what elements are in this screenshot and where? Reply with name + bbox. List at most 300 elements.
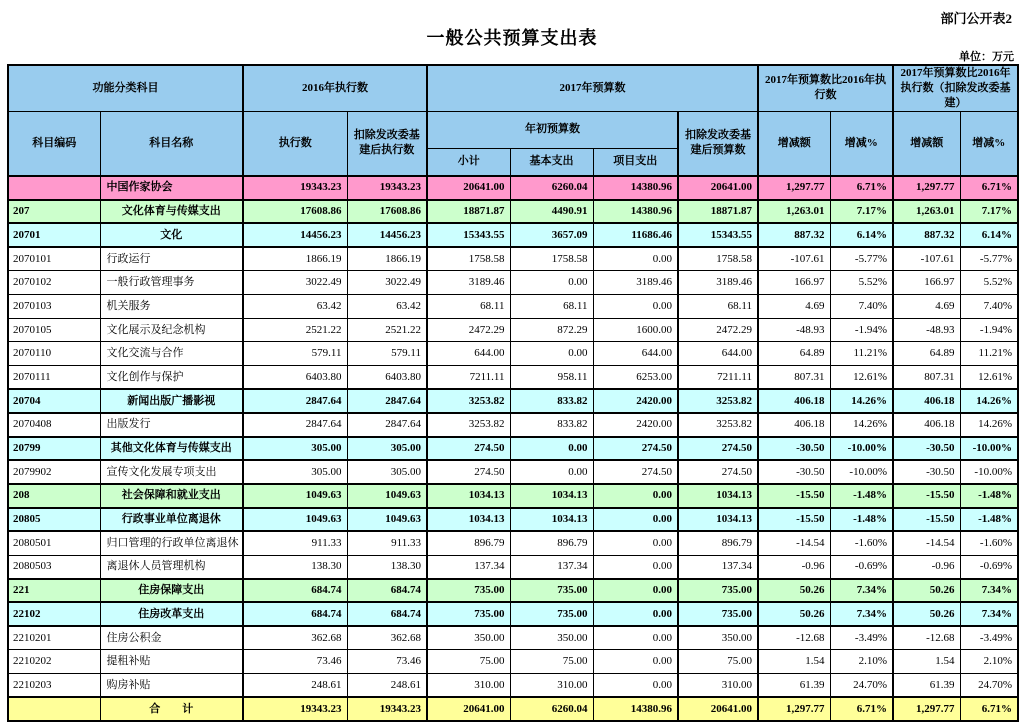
cell-value: 75.00 <box>678 650 758 674</box>
cell-subject-code: 2210201 <box>8 626 100 650</box>
cell-value: 310.00 <box>678 673 758 697</box>
header-col-change-pct: 增减% <box>830 111 893 176</box>
cell-subject-name: 文化创作与保护 <box>100 366 243 390</box>
table-row <box>8 437 1018 461</box>
unit-label: 单位：万元 <box>959 51 1014 63</box>
table-row <box>8 673 1018 697</box>
cell-value: -15.50 <box>758 484 830 508</box>
cell-value: 0.00 <box>510 437 593 461</box>
cell-value: -15.50 <box>893 484 960 508</box>
cell-value: -30.50 <box>758 460 830 484</box>
cell-subject-code: 2080501 <box>8 531 100 555</box>
cell-subject-name: 住房改革支出 <box>100 602 243 626</box>
cell-value: 274.50 <box>427 437 510 461</box>
cell-value: 684.74 <box>243 579 347 603</box>
cell-value: 68.11 <box>678 294 758 318</box>
cell-value: 20641.00 <box>678 176 758 200</box>
cell-value: 6260.04 <box>510 697 593 721</box>
cell-value: 138.30 <box>347 555 427 579</box>
cell-value: 896.79 <box>510 531 593 555</box>
cell-value: 3253.82 <box>427 389 510 413</box>
cell-value: 137.34 <box>510 555 593 579</box>
cell-value: 274.50 <box>427 460 510 484</box>
cell-value: -30.50 <box>893 460 960 484</box>
table-row <box>8 200 1018 224</box>
cell-value: 6260.04 <box>510 176 593 200</box>
cell-value: 911.33 <box>243 531 347 555</box>
cell-value: 7.34% <box>960 602 1018 626</box>
cell-subject-code: 207 <box>8 200 100 224</box>
cell-subject-code: 2210202 <box>8 650 100 674</box>
cell-value: 11686.46 <box>593 223 678 247</box>
cell-value: 0.00 <box>593 602 678 626</box>
cell-value: -1.94% <box>960 318 1018 342</box>
cell-value: 6.14% <box>960 223 1018 247</box>
cell-value: 11.21% <box>960 342 1018 366</box>
cell-value: 6403.80 <box>243 366 347 390</box>
cell-value: 0.00 <box>510 271 593 295</box>
cell-value: 75.00 <box>510 650 593 674</box>
cell-value: 0.00 <box>593 294 678 318</box>
header-col-subtotal: 小计 <box>427 148 510 176</box>
cell-value: 1049.63 <box>347 484 427 508</box>
cell-value: 2847.64 <box>243 389 347 413</box>
cell-value: -0.69% <box>830 555 893 579</box>
cell-value: 350.00 <box>427 626 510 650</box>
cell-value: -1.48% <box>960 508 1018 532</box>
cell-value: 3022.49 <box>243 271 347 295</box>
cell-value: 807.31 <box>758 366 830 390</box>
cell-value: 50.26 <box>758 602 830 626</box>
cell-value: -107.61 <box>758 247 830 271</box>
cell-subject-name: 合 计 <box>100 697 243 721</box>
cell-value: 2420.00 <box>593 413 678 437</box>
cell-value: 362.68 <box>347 626 427 650</box>
cell-value: 19343.23 <box>347 176 427 200</box>
cell-value: 1,297.77 <box>758 176 830 200</box>
header-group-2017: 2017年预算数 <box>427 65 758 111</box>
header-group-initial-budget: 年初预算数 <box>427 111 678 148</box>
cell-value: -1.60% <box>960 531 1018 555</box>
cell-value: 735.00 <box>427 602 510 626</box>
cell-value: 735.00 <box>510 602 593 626</box>
cell-value: 7.40% <box>960 294 1018 318</box>
cell-subject-code: 20704 <box>8 389 100 413</box>
header-col-change-amt-ex: 增减额 <box>893 111 960 176</box>
cell-value: 0.00 <box>593 555 678 579</box>
cell-value: 15343.55 <box>678 223 758 247</box>
table-row <box>8 413 1018 437</box>
header-col-code: 科目编码 <box>8 111 100 176</box>
cell-subject-code <box>8 176 100 200</box>
cell-value: 7211.11 <box>427 366 510 390</box>
cell-value: 14.26% <box>830 389 893 413</box>
cell-value: -12.68 <box>758 626 830 650</box>
table-header <box>8 65 1018 176</box>
cell-value: 406.18 <box>758 389 830 413</box>
cell-value: 137.34 <box>427 555 510 579</box>
header-group-row <box>8 65 1018 111</box>
cell-value: 1,263.01 <box>893 200 960 224</box>
cell-value: 684.74 <box>347 602 427 626</box>
cell-value: 1866.19 <box>347 247 427 271</box>
cell-value: 0.00 <box>510 460 593 484</box>
cell-value: 138.30 <box>243 555 347 579</box>
cell-value: 0.00 <box>593 626 678 650</box>
budget-table <box>7 64 1019 722</box>
cell-value: 166.97 <box>758 271 830 295</box>
cell-value: 1034.13 <box>678 508 758 532</box>
table-row <box>8 650 1018 674</box>
cell-value: 63.42 <box>243 294 347 318</box>
cell-value: 20641.00 <box>427 697 510 721</box>
cell-value: 6.71% <box>960 697 1018 721</box>
cell-value: -3.49% <box>830 626 893 650</box>
cell-value: 350.00 <box>678 626 758 650</box>
header-col-exec-ex: 扣除发改委基建后执行数 <box>347 111 427 176</box>
cell-value: 1,297.77 <box>893 697 960 721</box>
cell-value: -0.96 <box>893 555 960 579</box>
cell-value: 0.00 <box>593 531 678 555</box>
cell-value: 73.46 <box>243 650 347 674</box>
cell-subject-code: 2070101 <box>8 247 100 271</box>
cell-value: 896.79 <box>427 531 510 555</box>
cell-value: -1.48% <box>960 484 1018 508</box>
cell-value: 872.29 <box>510 318 593 342</box>
cell-value: 64.89 <box>893 342 960 366</box>
cell-value: 896.79 <box>678 531 758 555</box>
cell-value: 644.00 <box>427 342 510 366</box>
cell-value: 274.50 <box>593 437 678 461</box>
cell-value: 248.61 <box>243 673 347 697</box>
cell-subject-name: 宣传文化发展专项支出 <box>100 460 243 484</box>
cell-value: 579.11 <box>243 342 347 366</box>
cell-value: 14380.96 <box>593 176 678 200</box>
header-sub-row <box>8 111 1018 148</box>
cell-value: 19343.23 <box>243 176 347 200</box>
cell-value: 7.34% <box>830 602 893 626</box>
header-col-exec: 执行数 <box>243 111 347 176</box>
table-row <box>8 602 1018 626</box>
cell-value: 310.00 <box>510 673 593 697</box>
cell-subject-name: 中国作家协会 <box>100 176 243 200</box>
cell-value: 274.50 <box>678 460 758 484</box>
cell-value: 2521.22 <box>347 318 427 342</box>
cell-value: -1.94% <box>830 318 893 342</box>
cell-value: 274.50 <box>678 437 758 461</box>
cell-value: 0.00 <box>593 650 678 674</box>
department-table-label: 部门公开表2 <box>940 11 1012 26</box>
cell-value: 3657.09 <box>510 223 593 247</box>
cell-value: 644.00 <box>678 342 758 366</box>
table-row <box>8 294 1018 318</box>
cell-value: 362.68 <box>243 626 347 650</box>
cell-subject-code: 221 <box>8 579 100 603</box>
cell-value: 24.70% <box>830 673 893 697</box>
cell-value: 1034.13 <box>510 484 593 508</box>
cell-value: 833.82 <box>510 389 593 413</box>
cell-value: 18871.87 <box>427 200 510 224</box>
cell-value: 2.10% <box>830 650 893 674</box>
cell-value: 14.26% <box>960 413 1018 437</box>
cell-value: 2847.64 <box>347 389 427 413</box>
cell-value: -0.69% <box>960 555 1018 579</box>
header-group-compare-ex: 2017年预算数比2016年执行数（扣除发改委基建） <box>893 65 1018 111</box>
cell-subject-name: 文化 <box>100 223 243 247</box>
table-row <box>8 318 1018 342</box>
cell-value: 7.34% <box>960 579 1018 603</box>
cell-value: 911.33 <box>347 531 427 555</box>
cell-value: 1.54 <box>758 650 830 674</box>
cell-subject-name: 住房保障支出 <box>100 579 243 603</box>
cell-value: 1034.13 <box>510 508 593 532</box>
cell-value: 50.26 <box>893 579 960 603</box>
cell-subject-name: 机关服务 <box>100 294 243 318</box>
header-group-compare: 2017年预算数比2016年执行数 <box>758 65 893 111</box>
cell-value: 14.26% <box>830 413 893 437</box>
cell-value: 406.18 <box>758 413 830 437</box>
table-row <box>8 484 1018 508</box>
cell-value: 684.74 <box>347 579 427 603</box>
table-row <box>8 579 1018 603</box>
cell-value: -10.00% <box>830 460 893 484</box>
cell-subject-code: 20701 <box>8 223 100 247</box>
cell-subject-code: 208 <box>8 484 100 508</box>
cell-value: 2.10% <box>960 650 1018 674</box>
cell-value: 6.71% <box>830 176 893 200</box>
cell-value: 64.89 <box>758 342 830 366</box>
cell-subject-code: 20805 <box>8 508 100 532</box>
cell-value: 24.70% <box>960 673 1018 697</box>
cell-value: 12.61% <box>830 366 893 390</box>
cell-value: 61.39 <box>893 673 960 697</box>
table-row <box>8 271 1018 295</box>
cell-value: -48.93 <box>758 318 830 342</box>
cell-value: 735.00 <box>678 602 758 626</box>
cell-value: 1034.13 <box>427 508 510 532</box>
cell-value: 14380.96 <box>593 200 678 224</box>
cell-value: 3189.46 <box>427 271 510 295</box>
cell-subject-name: 行政运行 <box>100 247 243 271</box>
cell-value: 6.71% <box>960 176 1018 200</box>
cell-value: 17608.86 <box>347 200 427 224</box>
cell-value: 644.00 <box>593 342 678 366</box>
cell-value: -15.50 <box>893 508 960 532</box>
cell-subject-code: 2070110 <box>8 342 100 366</box>
cell-value: 1758.58 <box>678 247 758 271</box>
cell-value: 75.00 <box>427 650 510 674</box>
cell-value: 6.71% <box>830 697 893 721</box>
header-col-name: 科目名称 <box>100 111 243 176</box>
cell-value: 305.00 <box>243 460 347 484</box>
cell-value: 2847.64 <box>347 413 427 437</box>
cell-value: 20641.00 <box>427 176 510 200</box>
cell-value: 15343.55 <box>427 223 510 247</box>
cell-value: -14.54 <box>758 531 830 555</box>
cell-subject-name: 行政事业单位离退休 <box>100 508 243 532</box>
cell-value: 6.14% <box>830 223 893 247</box>
cell-value: 0.00 <box>593 484 678 508</box>
cell-value: -15.50 <box>758 508 830 532</box>
cell-subject-code: 2080503 <box>8 555 100 579</box>
cell-value: 12.61% <box>960 366 1018 390</box>
cell-subject-code: 2070105 <box>8 318 100 342</box>
cell-value: 14.26% <box>960 389 1018 413</box>
cell-subject-name: 文化交流与合作 <box>100 342 243 366</box>
cell-value: 7.34% <box>830 579 893 603</box>
cell-value: 19343.23 <box>243 697 347 721</box>
cell-value: 3189.46 <box>678 271 758 295</box>
cell-subject-code: 20799 <box>8 437 100 461</box>
cell-value: 50.26 <box>758 579 830 603</box>
cell-value: 11.21% <box>830 342 893 366</box>
cell-value: 3022.49 <box>347 271 427 295</box>
cell-subject-name: 出版发行 <box>100 413 243 437</box>
cell-value: 958.11 <box>510 366 593 390</box>
cell-value: 18871.87 <box>678 200 758 224</box>
cell-value: -10.00% <box>830 437 893 461</box>
cell-value: 6403.80 <box>347 366 427 390</box>
cell-value: -1.48% <box>830 484 893 508</box>
cell-value: -1.48% <box>830 508 893 532</box>
cell-subject-name: 其他文化体育与传媒支出 <box>100 437 243 461</box>
cell-value: 1.54 <box>893 650 960 674</box>
cell-value: -3.49% <box>960 626 1018 650</box>
cell-value: 2521.22 <box>243 318 347 342</box>
header-col-basic: 基本支出 <box>510 148 593 176</box>
cell-value: 248.61 <box>347 673 427 697</box>
cell-subject-name: 住房公积金 <box>100 626 243 650</box>
cell-value: 5.52% <box>960 271 1018 295</box>
cell-value: 1,297.77 <box>893 176 960 200</box>
table-row <box>8 460 1018 484</box>
cell-value: -0.96 <box>758 555 830 579</box>
table-row <box>8 555 1018 579</box>
cell-subject-code: 2070111 <box>8 366 100 390</box>
cell-value: 50.26 <box>893 602 960 626</box>
cell-value: 1600.00 <box>593 318 678 342</box>
cell-value: 2472.29 <box>427 318 510 342</box>
header-col-change-amt: 增减额 <box>758 111 830 176</box>
cell-value: 1758.58 <box>427 247 510 271</box>
cell-subject-name: 文化展示及纪念机构 <box>100 318 243 342</box>
header-group-function: 功能分类科目 <box>8 65 243 111</box>
cell-value: -5.77% <box>830 247 893 271</box>
cell-value: 63.42 <box>347 294 427 318</box>
cell-value: 7.17% <box>830 200 893 224</box>
cell-value: 735.00 <box>678 579 758 603</box>
cell-value: 3253.82 <box>678 413 758 437</box>
cell-value: 6253.00 <box>593 366 678 390</box>
cell-value: 579.11 <box>347 342 427 366</box>
cell-subject-name: 归口管理的行政单位离退休 <box>100 531 243 555</box>
table-row <box>8 626 1018 650</box>
cell-value: 14456.23 <box>243 223 347 247</box>
cell-value: -12.68 <box>893 626 960 650</box>
cell-value: 350.00 <box>510 626 593 650</box>
cell-value: 7.17% <box>960 200 1018 224</box>
cell-subject-code: 2079902 <box>8 460 100 484</box>
cell-subject-name: 购房补贴 <box>100 673 243 697</box>
cell-value: 5.52% <box>830 271 893 295</box>
cell-value: 4.69 <box>893 294 960 318</box>
cell-value: -30.50 <box>758 437 830 461</box>
cell-value: -48.93 <box>893 318 960 342</box>
header-col-budget-ex: 扣除发改委基建后预算数 <box>678 111 758 176</box>
cell-subject-name: 一般行政管理事务 <box>100 271 243 295</box>
cell-value: -30.50 <box>893 437 960 461</box>
cell-value: 310.00 <box>427 673 510 697</box>
header-col-project: 项目支出 <box>593 148 678 176</box>
cell-value: 14380.96 <box>593 697 678 721</box>
cell-value: 7.40% <box>830 294 893 318</box>
cell-value: -10.00% <box>960 460 1018 484</box>
cell-value: 0.00 <box>593 247 678 271</box>
cell-subject-name: 社会保障和就业支出 <box>100 484 243 508</box>
cell-value: 1049.63 <box>243 484 347 508</box>
cell-value: 1034.13 <box>678 484 758 508</box>
table-row <box>8 247 1018 271</box>
cell-value: 68.11 <box>427 294 510 318</box>
cell-subject-name: 提租补贴 <box>100 650 243 674</box>
cell-value: 1,263.01 <box>758 200 830 224</box>
cell-subject-name: 离退休人员管理机构 <box>100 555 243 579</box>
cell-value: 7211.11 <box>678 366 758 390</box>
table-row <box>8 223 1018 247</box>
cell-value: 406.18 <box>893 413 960 437</box>
cell-value: 2472.29 <box>678 318 758 342</box>
cell-value: 20641.00 <box>678 697 758 721</box>
cell-value: 735.00 <box>510 579 593 603</box>
cell-value: 1,297.77 <box>758 697 830 721</box>
cell-value: 887.32 <box>893 223 960 247</box>
cell-value: 833.82 <box>510 413 593 437</box>
cell-subject-code: 2210203 <box>8 673 100 697</box>
budget-table-body <box>8 176 1018 721</box>
cell-value: 166.97 <box>893 271 960 295</box>
cell-value: 0.00 <box>593 508 678 532</box>
cell-value: 3189.46 <box>593 271 678 295</box>
cell-value: 684.74 <box>243 602 347 626</box>
header-group-2016: 2016年执行数 <box>243 65 427 111</box>
cell-value: 19343.23 <box>347 697 427 721</box>
cell-value: 305.00 <box>347 460 427 484</box>
page-title: 一般公共预算支出表 <box>426 28 598 48</box>
cell-subject-code: 2070408 <box>8 413 100 437</box>
cell-value: 3253.82 <box>427 413 510 437</box>
cell-value: 1758.58 <box>510 247 593 271</box>
cell-value: 305.00 <box>347 437 427 461</box>
cell-subject-code: 2070103 <box>8 294 100 318</box>
cell-subject-name: 文化体育与传媒支出 <box>100 200 243 224</box>
cell-value: 73.46 <box>347 650 427 674</box>
cell-value: 887.32 <box>758 223 830 247</box>
cell-value: 2847.64 <box>243 413 347 437</box>
cell-value: 406.18 <box>893 389 960 413</box>
table-row <box>8 342 1018 366</box>
cell-value: -5.77% <box>960 247 1018 271</box>
table-row <box>8 697 1018 721</box>
table-row <box>8 176 1018 200</box>
cell-value: 14456.23 <box>347 223 427 247</box>
cell-value: 807.31 <box>893 366 960 390</box>
table-row <box>8 531 1018 555</box>
table-row <box>8 366 1018 390</box>
cell-subject-code: 2070102 <box>8 271 100 295</box>
cell-value: 2420.00 <box>593 389 678 413</box>
cell-value: 68.11 <box>510 294 593 318</box>
cell-value: 735.00 <box>427 579 510 603</box>
